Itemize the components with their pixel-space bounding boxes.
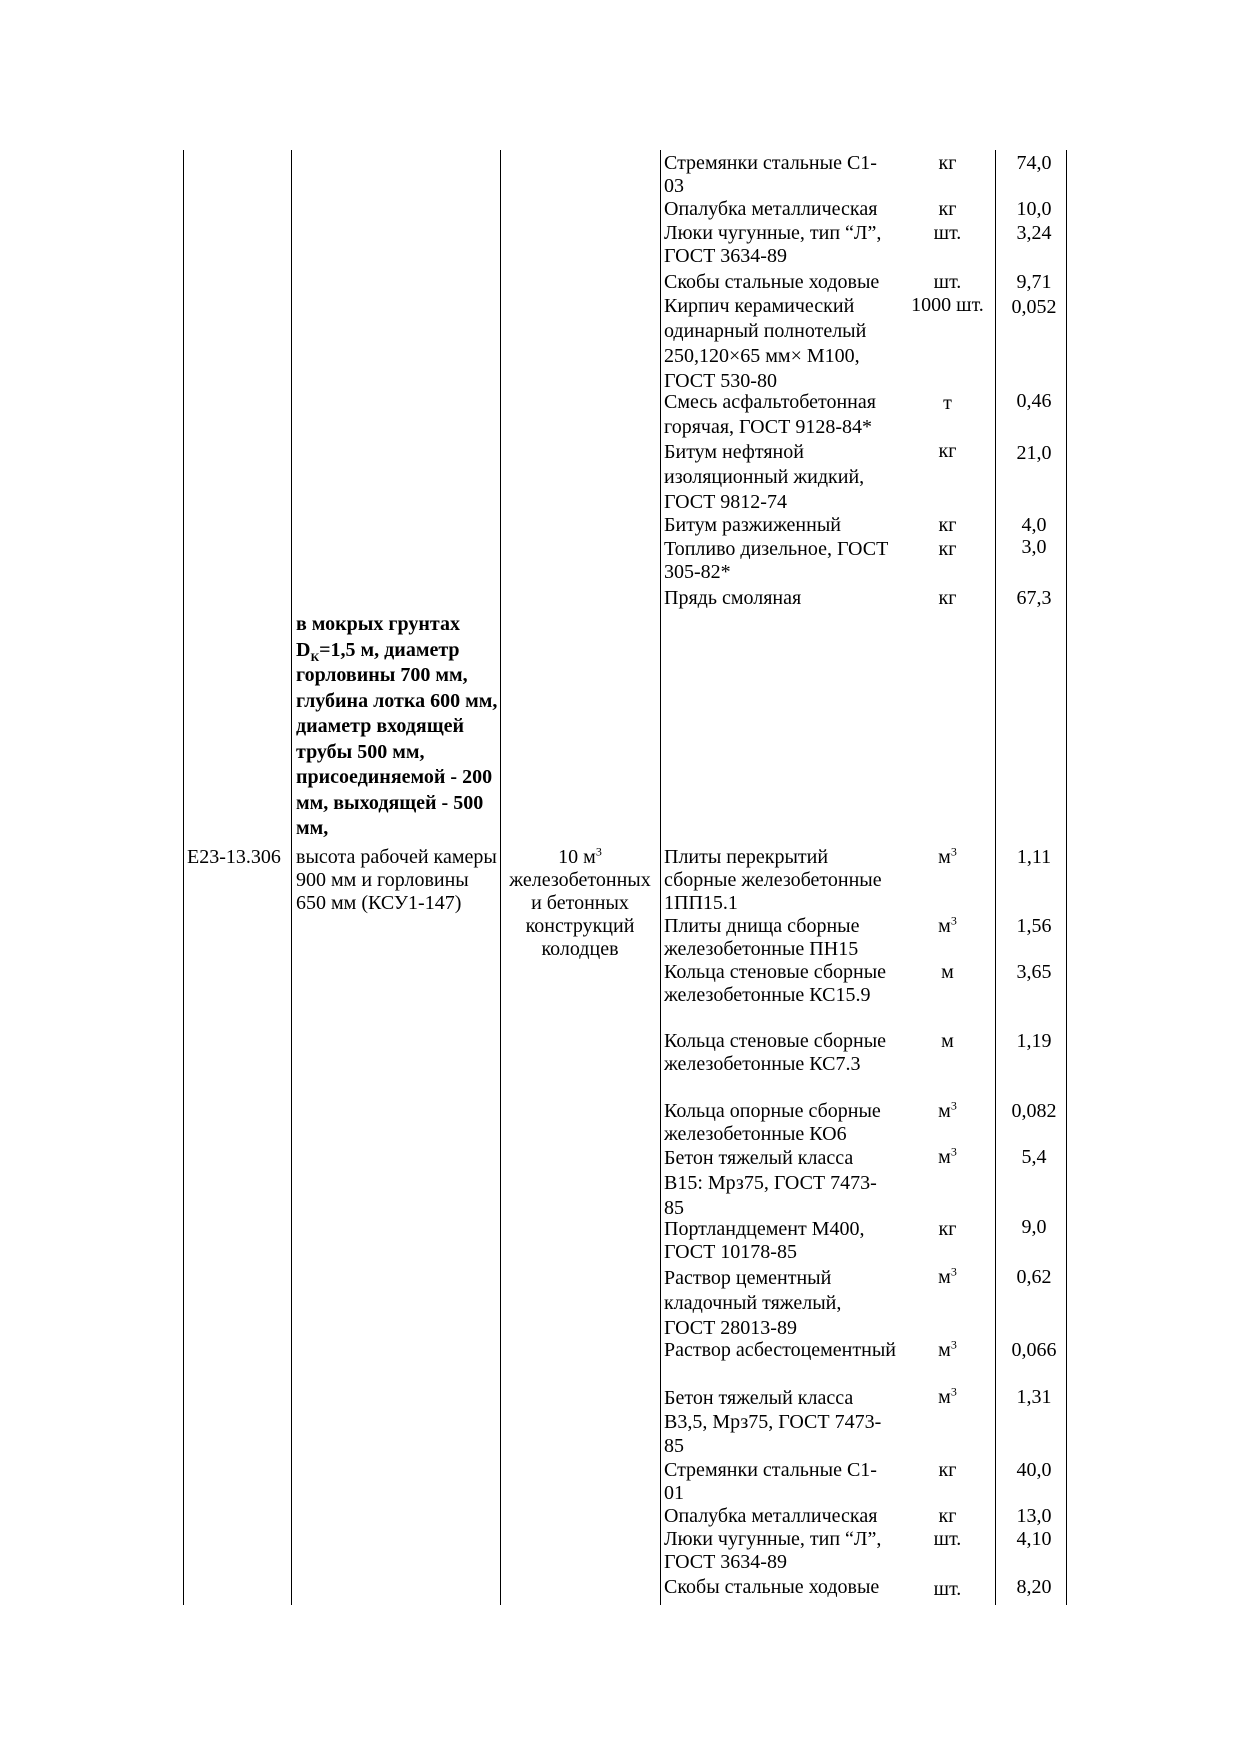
material-unit-text: м <box>938 1100 951 1122</box>
material-name: Опалубка металлическая <box>664 1505 878 1527</box>
material-qty: 67,3 <box>1016 587 1052 609</box>
material-name: Кольца опорные сборные железобетонные КО6 <box>664 1100 881 1145</box>
title-bold-rest: =1,5 м, диаметр горловины 700 мм, глубина лотка 600 мм, диаметр входящей трубы 500 мм, присоединяемой - 200 мм, выходящей - 500 мм, <box>296 638 498 839</box>
material-unit <box>896 1100 999 1123</box>
material-unit: кг <box>938 198 957 220</box>
measure-unit-sup: 3 <box>595 844 602 859</box>
material-unit-text: м <box>941 1030 954 1052</box>
material-qty: 13,0 <box>1016 1505 1052 1527</box>
title-bold-d: D <box>296 638 311 661</box>
material-unit-sup: 3 <box>950 1264 957 1279</box>
title-bold-line1: в мокрых грунтах <box>296 613 460 635</box>
material-name: Бетон тяжелый класса В3,5, Мрз75, ГОСТ 7473-85 <box>664 1387 882 1457</box>
measure-unit-rest: железобетонных и бетонных конструкций колодцев <box>509 869 651 960</box>
material-unit <box>896 1146 999 1169</box>
material-unit: кг <box>938 514 957 536</box>
material-qty: 5,4 <box>1021 1146 1047 1168</box>
norm-code: Е23-13.306 <box>187 846 281 868</box>
title-bold-sub: К <box>310 649 320 664</box>
column-rule <box>660 150 661 1605</box>
material-qty: 21,0 <box>1016 442 1052 464</box>
material-unit: кг <box>938 587 957 609</box>
material-unit <box>896 1578 999 1601</box>
material-unit <box>896 1030 999 1053</box>
material-name: Плиты перекрытий сборные железобетонные 1ПП15.1 <box>664 846 882 914</box>
material-name: Скобы стальные ходовые <box>664 271 880 293</box>
material-unit-text: кг <box>938 1505 957 1527</box>
material-unit-text: кг <box>938 1218 957 1240</box>
material-name: Плиты днища сборные железобетонные ПН15 <box>664 915 860 960</box>
material-name: Битум нефтяной изоляционный жидкий, ГОСТ 9812-74 <box>664 441 865 513</box>
material-name: Раствор цементный кладочный тяжелый, ГОСТ 28013-89 <box>664 1267 842 1339</box>
material-name: Опалубка металлическая <box>664 198 878 220</box>
material-name: Бетон тяжелый класса В15: Мрз75, ГОСТ 7473-85 <box>664 1147 877 1219</box>
material-unit-sup: 3 <box>950 1144 957 1159</box>
norm-title-bold <box>296 612 500 842</box>
norm-title-rest: высота рабочей камеры 900 мм и горловины 650 мм (КСУ1-147) <box>296 846 497 914</box>
material-qty: 10,0 <box>1016 198 1052 220</box>
material-unit-text: шт. <box>933 1578 962 1600</box>
material-unit <box>896 1266 999 1289</box>
material-name: Раствор асбестоцементный <box>664 1339 896 1361</box>
material-unit <box>896 1505 999 1528</box>
material-qty: 0,62 <box>1016 1266 1052 1288</box>
material-qty: 0,082 <box>1011 1100 1057 1122</box>
material-qty: 3,0 <box>1021 536 1047 558</box>
material-unit-text: м <box>941 961 954 983</box>
column-rule <box>291 150 292 1605</box>
material-qty: 4,10 <box>1016 1528 1052 1550</box>
material-unit <box>896 1218 999 1241</box>
material-qty: 74,0 <box>1016 152 1052 174</box>
material-unit-text: м <box>938 915 951 937</box>
column-rule <box>500 150 501 1605</box>
material-unit-sup: 3 <box>950 1384 957 1399</box>
material-unit <box>896 915 999 938</box>
material-unit-text: м <box>938 846 951 868</box>
material-unit: шт. <box>933 222 962 244</box>
material-unit: кг <box>938 152 957 174</box>
material-unit <box>896 1528 999 1551</box>
material-unit: кг <box>938 538 957 560</box>
material-qty: 4,0 <box>1021 514 1047 536</box>
material-unit-text: шт. <box>933 1528 962 1550</box>
material-qty: 9,0 <box>1021 1216 1047 1238</box>
material-unit: кг <box>938 440 957 462</box>
measure-unit-main: 10 м <box>558 846 596 868</box>
material-name: Кольца стеновые сборные железобетонные КС7.3 <box>664 1030 887 1075</box>
material-unit-text: м <box>938 1339 951 1361</box>
material-unit: т <box>943 392 952 414</box>
material-qty: 40,0 <box>1016 1459 1052 1481</box>
material-unit-sup: 3 <box>950 844 957 859</box>
material-unit-sup: 3 <box>950 1337 957 1352</box>
material-unit-text: м <box>938 1146 951 1168</box>
material-name: Портландцемент М400, ГОСТ 10178-85 <box>664 1218 865 1263</box>
measure-unit <box>505 846 655 961</box>
material-unit-text: м <box>938 1386 951 1408</box>
material-unit-text: кг <box>938 1459 957 1481</box>
material-name: Кирпич керамический одинарный полнотелый 250,120×65 мм× М100, ГОСТ 530-80 <box>664 295 867 392</box>
material-name: Кольца стеновые сборные железобетонные КС15.9 <box>664 961 887 1006</box>
material-qty: 1,11 <box>1016 846 1052 868</box>
material-qty: 9,71 <box>1016 271 1052 293</box>
material-qty: 0,46 <box>1016 390 1052 412</box>
material-unit-sup: 3 <box>950 1098 957 1113</box>
material-name: Люки чугунные, тип “Л”, ГОСТ 3634-89 <box>664 1528 882 1573</box>
material-unit-sup: 3 <box>950 913 957 928</box>
material-name: Смесь асфальтобетонная горячая, ГОСТ 9128-84* <box>664 391 876 438</box>
material-unit <box>896 1339 999 1362</box>
material-name: Прядь смоляная <box>664 587 802 609</box>
column-rule <box>183 150 184 1605</box>
material-qty: 3,65 <box>1016 961 1052 983</box>
material-unit <box>896 961 999 984</box>
material-name: Топливо дизельное, ГОСТ 305-82* <box>664 538 889 583</box>
material-unit <box>896 1386 999 1409</box>
material-qty: 1,56 <box>1016 915 1052 937</box>
material-qty: 1,19 <box>1016 1030 1052 1052</box>
material-name: Люки чугунные, тип “Л”, ГОСТ 3634-89 <box>664 222 882 267</box>
material-unit: 1000 шт. <box>911 294 984 316</box>
material-name: Битум разжиженный <box>664 514 841 536</box>
material-qty: 8,20 <box>1016 1576 1052 1598</box>
material-name: Стремянки стальные С1-01 <box>664 1459 877 1504</box>
material-name: Скобы стальные ходовые <box>664 1576 880 1598</box>
material-unit-text: м <box>938 1266 951 1288</box>
material-unit <box>896 1459 999 1482</box>
material-qty: 0,052 <box>1011 296 1057 318</box>
material-qty: 1,31 <box>1016 1386 1052 1408</box>
material-unit <box>896 846 999 869</box>
material-qty: 0,066 <box>1011 1339 1057 1361</box>
material-qty: 3,24 <box>1016 222 1052 244</box>
material-name: Стремянки стальные С1-03 <box>664 152 877 197</box>
material-unit: шт. <box>933 271 962 293</box>
